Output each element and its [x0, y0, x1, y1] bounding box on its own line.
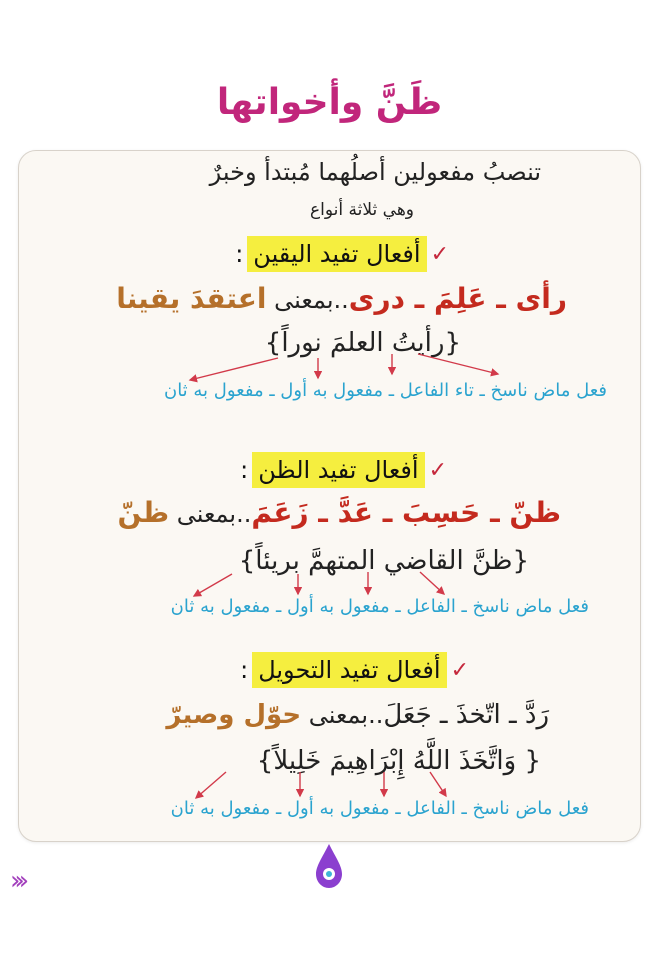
checkmark-icon: ✓	[428, 457, 447, 483]
example-certainty: {رأيتُ العلمَ نوراً}	[264, 328, 461, 358]
heading-colon: :	[235, 240, 244, 268]
separator: ـ	[372, 496, 403, 529]
verbs-line-certainty	[116, 282, 567, 315]
verb: رأى	[515, 282, 567, 315]
section-heading-label: أفعال تفيد اليقين	[247, 236, 426, 272]
verb: اتّخذَ	[455, 700, 501, 730]
verb: زَعَمَ	[251, 496, 309, 529]
separator: ـ	[480, 496, 510, 529]
intro-subtext: وهي ثلاثة أنواع	[310, 200, 414, 220]
meaning-prefix: ..بمعنى	[169, 500, 252, 528]
meaning-prefix: ..بمعنى	[266, 286, 349, 314]
intro-text: تنصبُ مفعولين أصلُهما مُبتدأ وخبرٌ	[209, 158, 541, 186]
checkmark-icon: ✓	[450, 657, 469, 683]
verb: درى	[348, 282, 405, 315]
verb: عَلِمَ	[434, 282, 487, 315]
heading-colon: :	[240, 456, 249, 484]
drop-logo-icon	[312, 842, 346, 890]
verb: حَسِبَ	[402, 496, 481, 529]
parsing-certainty: فعل ماض ناسخ ـ تاء الفاعل ـ مفعول به أول ـ مفعول به ثان	[163, 380, 607, 401]
meaning: ظنّ	[117, 496, 170, 529]
separator: ـ	[308, 496, 338, 529]
section-heading-certainty	[235, 236, 449, 272]
section-heading-label: أفعال تفيد الظن	[252, 452, 424, 488]
back-chevrons-icon[interactable]: ‹‹‹	[10, 866, 24, 896]
meaning-prefix: ..بمعنى	[301, 701, 384, 729]
checkmark-icon: ✓	[430, 241, 449, 267]
section-heading-transformation	[240, 652, 469, 688]
verb: ظنّ	[509, 496, 561, 529]
example-doubt: {ظنَّ القاضي المتهمَّ بريئاً}	[238, 546, 529, 576]
page-title: ظَنَّ وأخواتها	[216, 82, 443, 123]
section-heading-doubt	[240, 452, 447, 488]
separator: ـ	[500, 700, 525, 730]
verb: رَدَّ	[524, 700, 549, 730]
verbs-line-doubt	[118, 496, 561, 529]
verb: جَعَلَ	[383, 700, 432, 730]
heading-colon: :	[240, 656, 249, 684]
separator: ـ	[486, 282, 516, 315]
example-transformation: { وَاتَّخَذَ اللَّهُ إِبْرَاهِيمَ خَلِيلاً}	[256, 746, 541, 776]
parsing-transformation: فعل ماض ناسخ ـ الفاعل ـ مفعول به أول ـ مفعول به ثان	[170, 798, 589, 819]
section-heading-label: أفعال تفيد التحويل	[252, 652, 446, 688]
meaning: حوّل وصيرّ	[166, 700, 302, 730]
parsing-doubt: فعل ماض ناسخ ـ الفاعل ـ مفعول به أول ـ مفعول به ثان	[170, 596, 589, 617]
verbs-line-transformation	[166, 700, 549, 730]
separator: ـ	[431, 700, 456, 730]
verb: عَدَّ	[337, 496, 373, 529]
separator: ـ	[404, 282, 435, 315]
meaning: اعتقدَ يقينا	[116, 282, 267, 315]
